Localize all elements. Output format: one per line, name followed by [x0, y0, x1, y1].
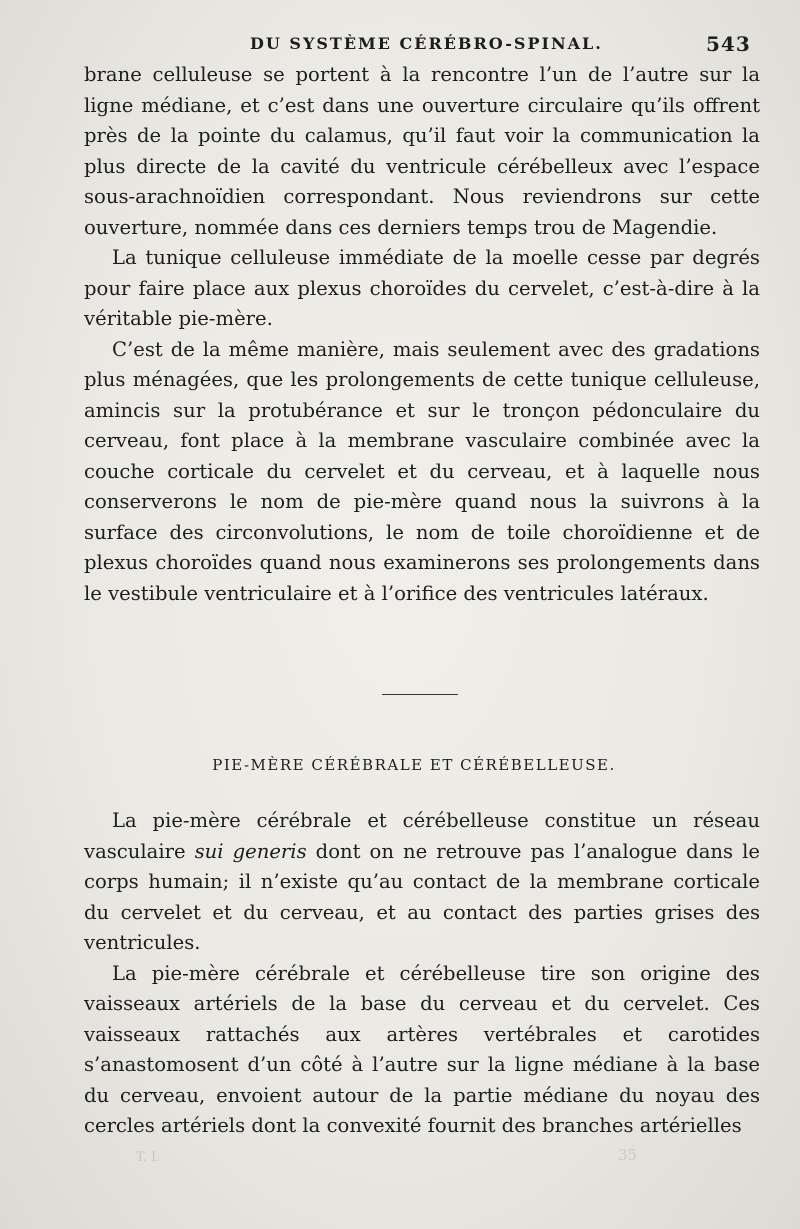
paragraph-reseau-end: dont on ne retrouve pas l’analogue dans le corps humain; il n’existe qu’au contact de la membrane corticale du cervelet et du cerveau, et au contact des parties grises des ventricules. — [84, 839, 760, 954]
section-title: PIE-MÈRE CÉRÉBRALE ET CÉRÉBELLEUSE. — [212, 756, 616, 774]
page-number: 543 — [706, 32, 751, 56]
signature-number: 35 — [618, 1146, 638, 1164]
paragraph-gradations: C’est de la même manière, mais seulement avec des gradations plus ménagées, que les prolongements de cette tunique celluleuse, amincis sur la protubérance et sur le tronçon pédonculaire du cerveau, font place à la membrane vasculaire combinée avec la couche corticale du cervelet et du cerveau, et à laquelle nous conserverons le nom de pie-mère quand nous la suivrons à la surface des circonvolutions, le nom de toile choroïdienne et de plexus choroïdes quand nous examinerons ses prolongements dans le vestibule ventriculaire et à l’orifice des ventricules latéraux. — [84, 337, 760, 605]
running-header — [0, 30, 800, 60]
signature-mark: T. I. — [136, 1150, 161, 1165]
paragraph-continuation: brane celluleuse se portent à la rencontre l’un de l’autre sur la ligne médiane, et c’est dans une ouverture circulaire qu’ils offrent près de la pointe du calamus, qu’il faut voir la communication la plus directe de la cavité du ventricule cérébelleux avec l’espace sous-arachnoïdien correspondant. Nous reviendrons sur cette ouverture, nommée dans ces derniers temps trou de Magendie. — [84, 63, 760, 239]
paragraph-reseau-start: La pie-mère cérébrale et cérébelleuse constitue un réseau vasculaire — [84, 809, 760, 863]
running-title: DU SYSTÈME CÉRÉBRO-SPINAL. — [250, 34, 603, 53]
italic-term: sui generis — [194, 839, 307, 863]
section-divider — [382, 694, 458, 695]
paragraph-reseau — [84, 806, 760, 959]
text-block-top — [84, 60, 760, 609]
text-block-bottom — [84, 806, 760, 1142]
paragraph-tunique: La tunique celluleuse immédiate de la moelle cesse par degrés pour faire place aux plexus choroïdes du cervelet, c’est-à-dire à la véritable pie-mère. — [84, 246, 760, 330]
paragraph-origine: La pie-mère cérébrale et cérébelleuse tire son origine des vaisseaux artériels de la base du cerveau et du cervelet. Ces vaisseaux rattachés aux artères vertébrales et carotides s’anastomosent d’un côté à l’autre sur la ligne médiane à la base du cerveau, envoient autour de la partie médiane du noyau des cercles artériels dont la convexité fournit des branches artérielles — [84, 961, 760, 1137]
